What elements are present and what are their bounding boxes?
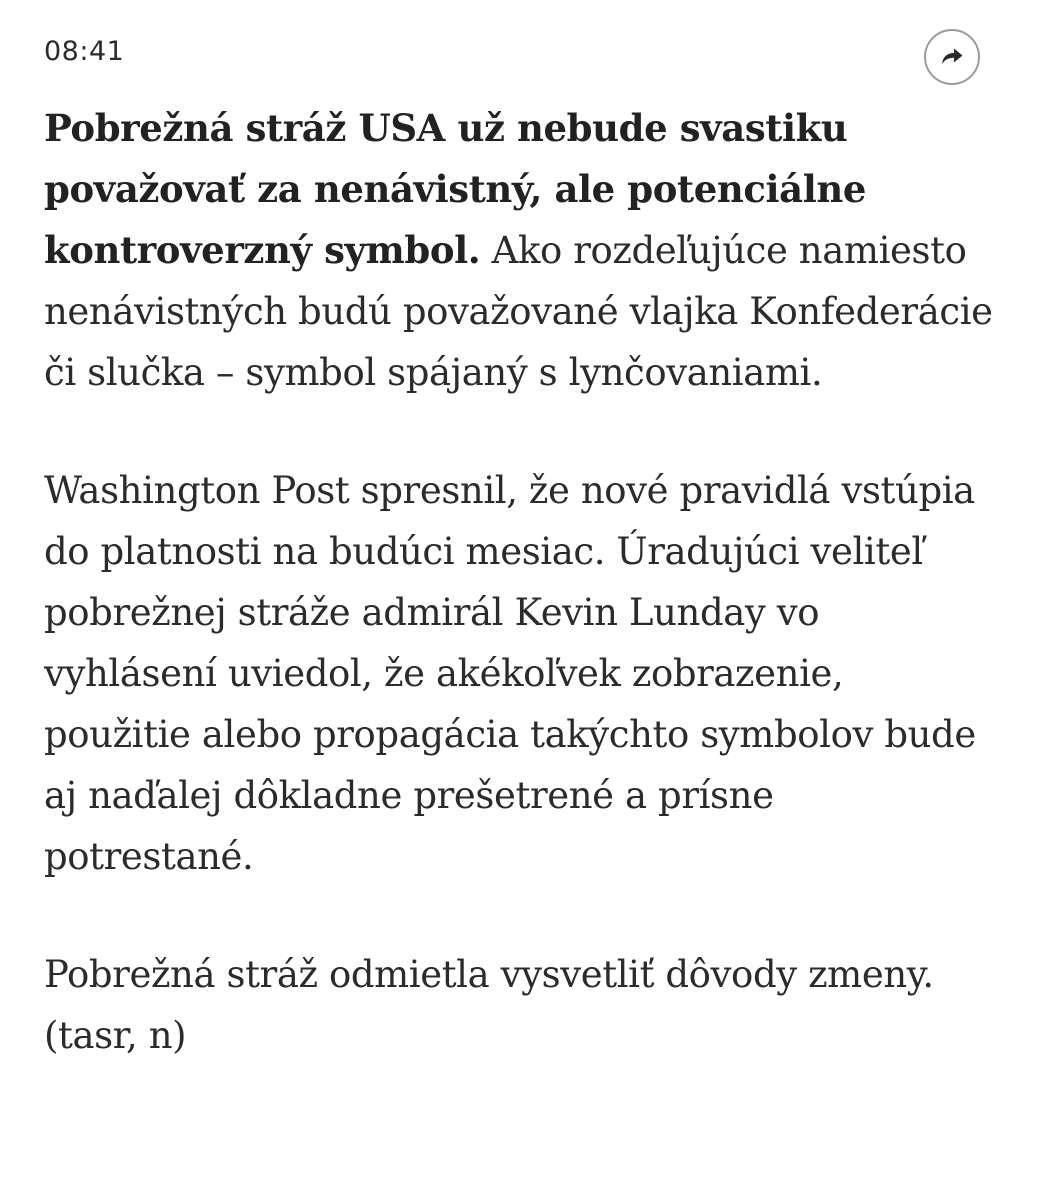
share-button[interactable] [924,29,980,85]
headline: Pobrežná stráž USA už nebude svastiku považovať za nenávistný, ale potenciálne kontroverzný symbol. [44,106,867,272]
paragraph: Washington Post spresnil, že nové pravidlá vstúpia do platnosti na budúci mesiac. Úradujúci veliteľ pobrežnej stráže admirál Kevin Lunday vo vyhlásení uviedol, že akékoľvek zobrazenie, použitie alebo propagácia takýchto symbolov bude aj naďalej dôkladne prešetrené a prísne potrestané. [44,469,976,878]
timestamp: 08:41 [44,36,125,67]
paragraph: Pobrežná stráž odmietla vysvetliť dôvody zmeny. (tasr, n) [44,953,934,1057]
article-header [44,26,1002,86]
article-body [44,98,994,1066]
share-arrow-icon [939,44,965,70]
lead-paragraph [44,98,994,403]
lead-text: Ako rozdeľujúce namiesto nenávistných budú považované vlajka Konfederácie či slučka – symbol spájaný s lynčovaniami. [44,229,993,394]
